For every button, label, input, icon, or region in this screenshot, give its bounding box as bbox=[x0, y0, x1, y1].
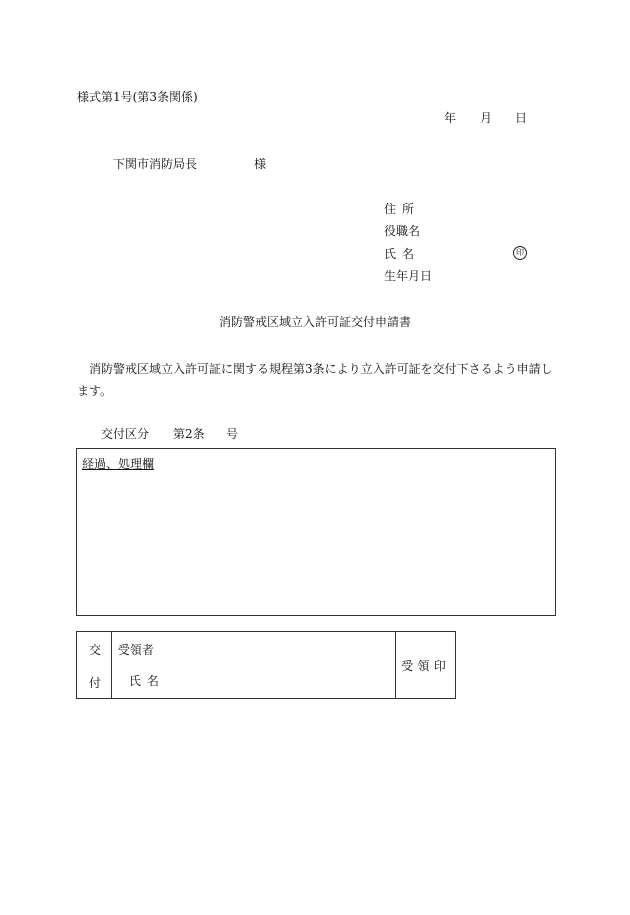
date-year: 年 bbox=[444, 111, 457, 125]
processing-box bbox=[76, 448, 556, 616]
date-day: 日 bbox=[515, 111, 528, 125]
recipient-cell bbox=[111, 632, 395, 699]
recipient-label: 受領者 bbox=[117, 643, 154, 657]
addressee-honorific: 様 bbox=[254, 157, 267, 171]
issuance-number-suffix: 号 bbox=[226, 427, 239, 441]
name-label: 氏名 bbox=[384, 247, 421, 261]
addressee-name: 下関市消防局長 bbox=[113, 157, 198, 171]
seal-mark-icon: 印 bbox=[513, 246, 527, 260]
receipt-table bbox=[76, 631, 456, 699]
issuance-article: 第2条 bbox=[173, 427, 205, 441]
recipient-name-label: 氏名 bbox=[128, 674, 165, 688]
position-label: 役職名 bbox=[384, 224, 421, 238]
form-number: 様式第1号(第3条関係) bbox=[77, 90, 198, 104]
issuance-category-label: 交付区分 bbox=[101, 427, 150, 441]
issuance-side-cell bbox=[77, 632, 112, 699]
date-month: 月 bbox=[480, 111, 493, 125]
address-label: 住所 bbox=[384, 202, 421, 216]
application-statement bbox=[77, 358, 555, 402]
receipt-seal-cell bbox=[396, 632, 456, 699]
application-statement-text: 消防警戒区域立入許可証に関する規程第3条により立入許可証を交付下さるよう申請します。 bbox=[77, 362, 553, 398]
side-char-2: 付 bbox=[89, 676, 102, 690]
receipt-seal-label: 受領印 bbox=[401, 659, 450, 673]
side-char-1: 交 bbox=[89, 643, 102, 657]
processing-box-label: 経過、処理欄 bbox=[82, 457, 155, 471]
birthdate-label: 生年月日 bbox=[384, 269, 433, 283]
document-title: 消防警戒区域立入許可証交付申請書 bbox=[219, 315, 412, 329]
